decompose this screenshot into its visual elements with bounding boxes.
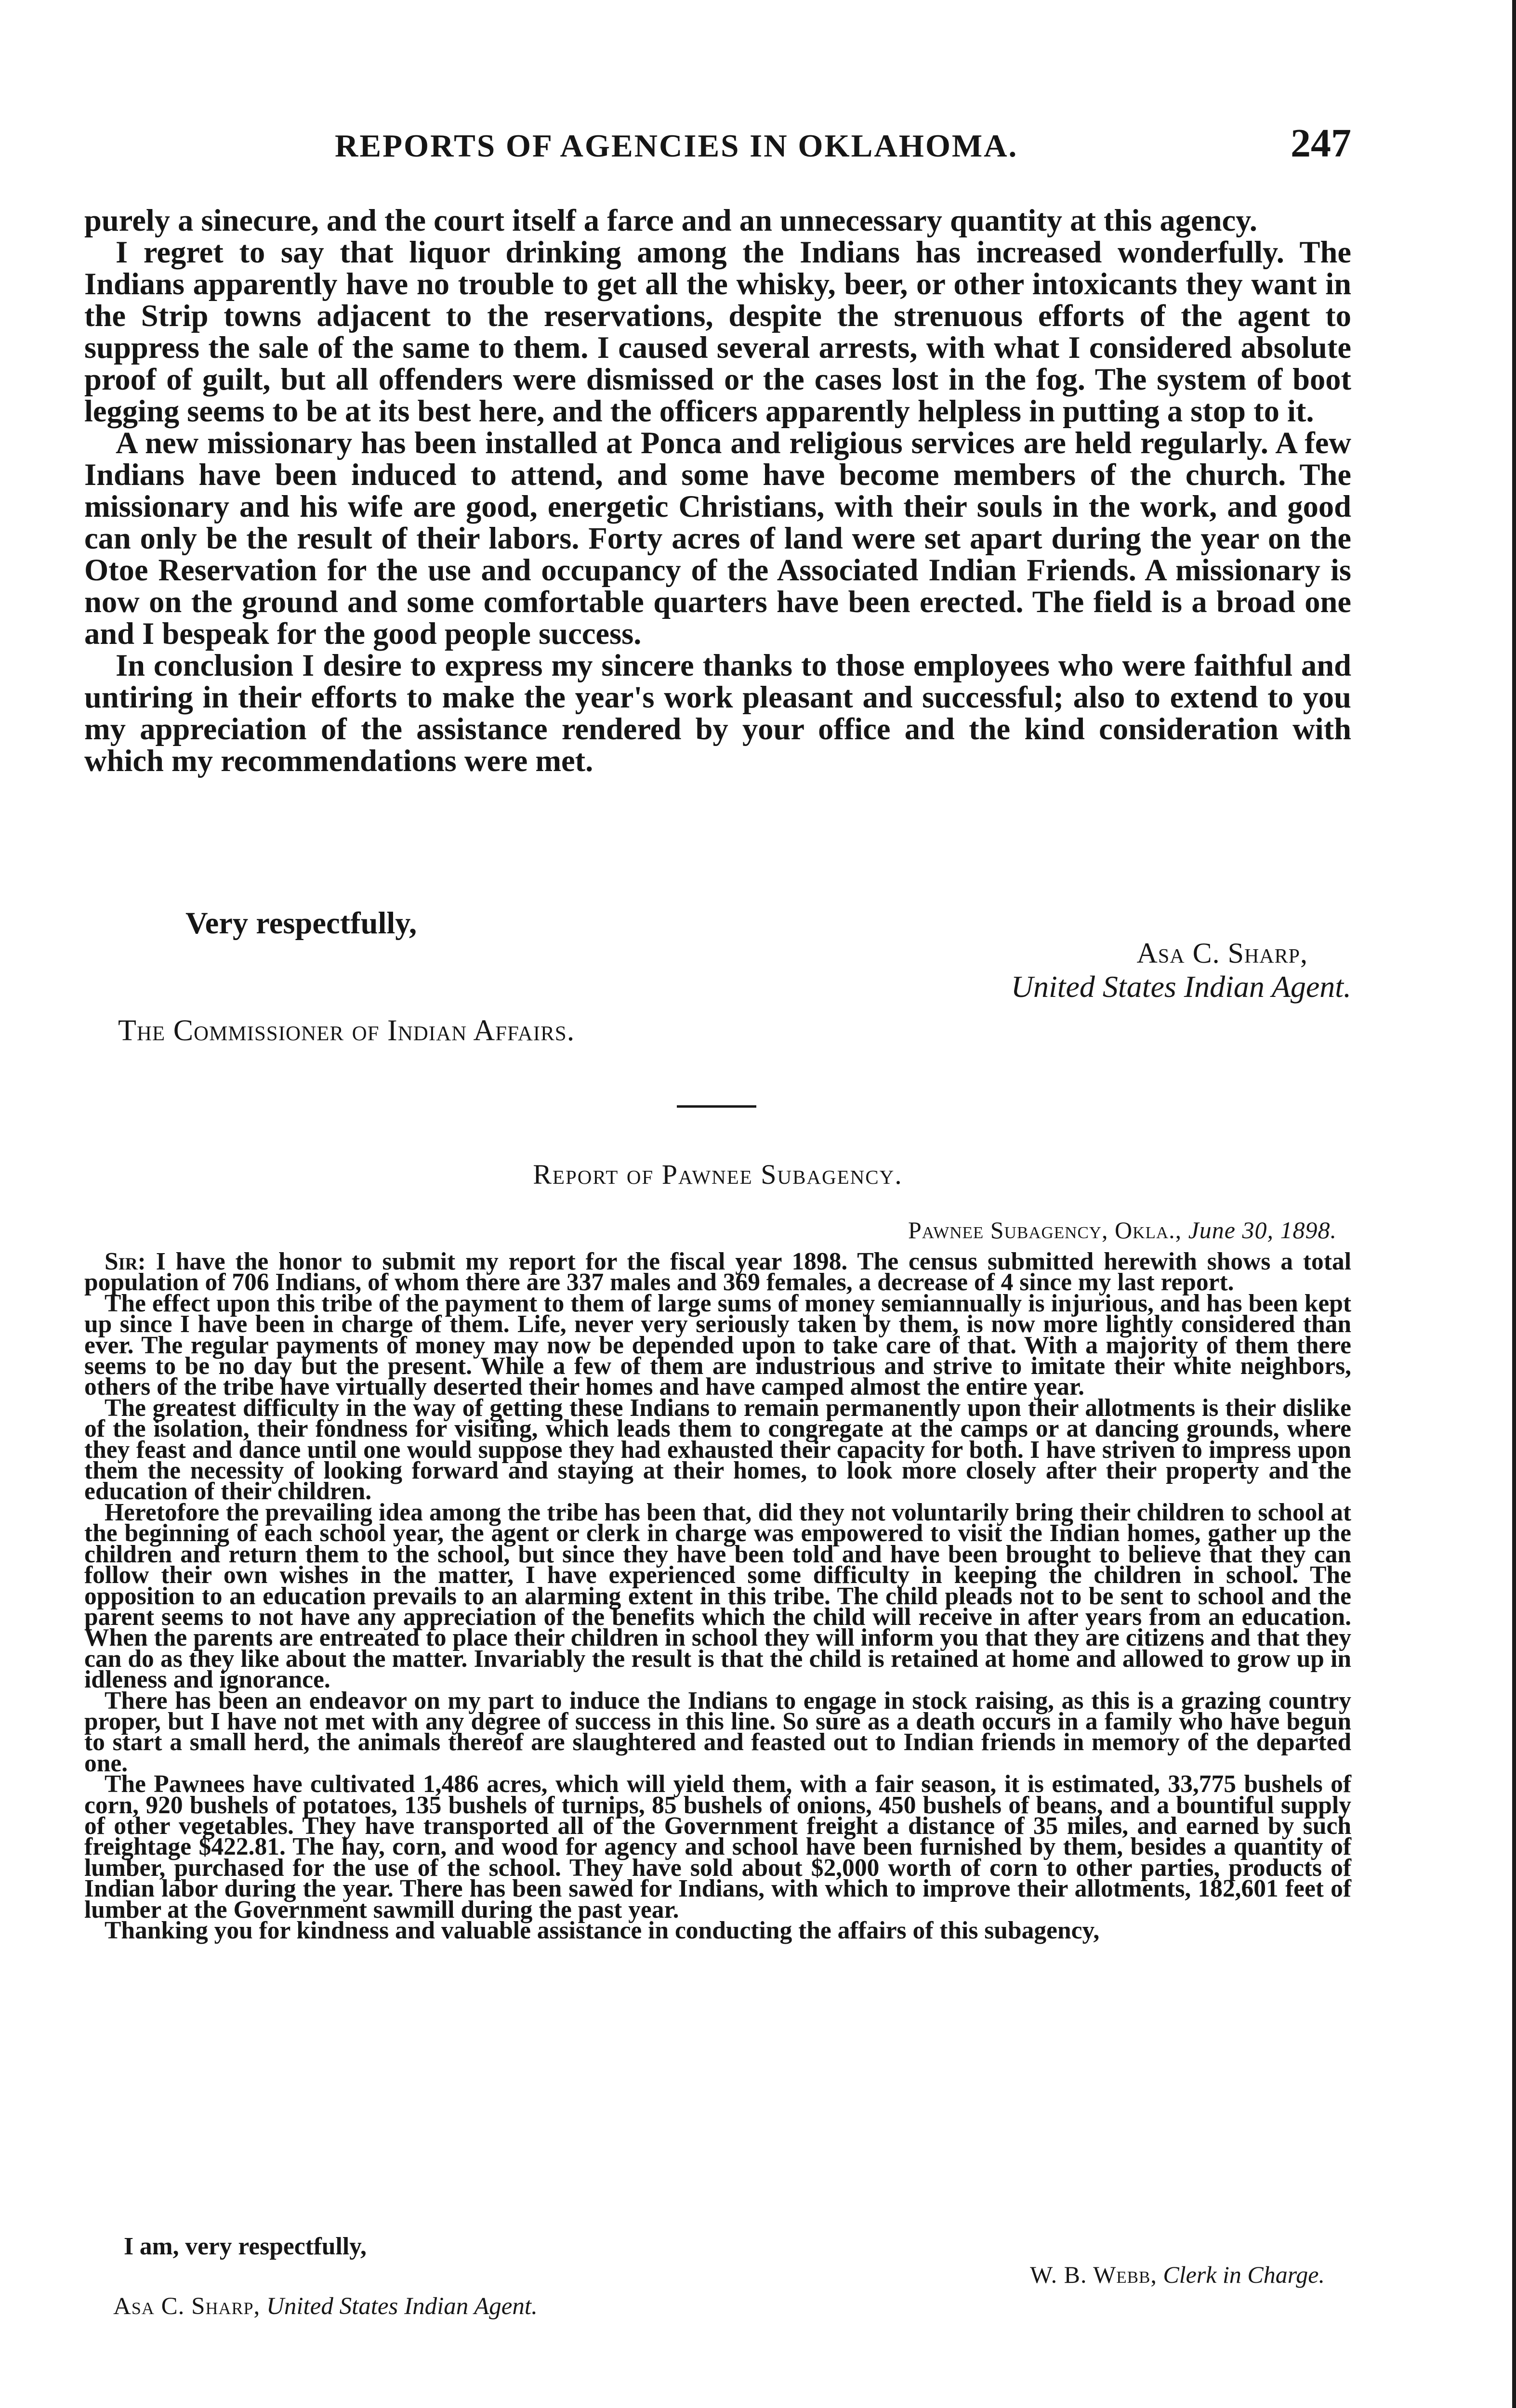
ponca-paragraph-3: A new missionary has been installed at Ponca and religious services are held regularly. A few Indians have been induced to attend, and some have become members of the church. The missionary and his wife are good, energetic Christians, with their souls in the work, and good can only be the result of their labors. Forty acres of land were set apart during the year on the Otoe Reservation for the use and occupancy of the Associated Indian Friends. A missionary is now on the ground and some comfortable quarters have been erected. The field is a broad one and I bespeak for the good people success. xyxy=(84,426,1351,651)
running-head xyxy=(84,123,1351,176)
ponca-signature-name: Asa C. Sharp, xyxy=(1136,937,1308,969)
pawnee-signature-title: Clerk in Charge. xyxy=(1163,2261,1325,2288)
ponca-paragraph-2: I regret to say that liquor drinking among the Indians has increased wonderfully. The Indians apparently have no trouble to get all the whisky, beer, or other intoxicants they want in the Strip towns adjacent to the reservations, despite the strenuous efforts of the agent to suppress the sale of the same to them. I caused several arrests, with what I considered absolute proof of guilt, but all offenders were dismissed or the cases lost in the fog. The system of boot legging seems to be at its best here, and the officers apparently helpless in putting a stop to it. xyxy=(84,235,1351,428)
pawnee-addressee xyxy=(113,2292,538,2320)
pawnee-paragraph-1 xyxy=(84,1248,1352,1296)
pawnee-addressee-title: United States Indian Agent. xyxy=(266,2293,538,2320)
pawnee-paragraph-5: There has been an endeavor on my part to induce the Indians to engage in stock raising, as this is a grazing country proper, but I have not met with any degree of success in this line. So sure as a death occurs in a family who have begun to start a small herd, the animals thereof are slaughtered and feasted out to Indian friends in memory of the departed one. xyxy=(84,1687,1351,1777)
pawnee-report-body xyxy=(84,1248,1352,1944)
dateline-date: June 30, 1898. xyxy=(1188,1217,1337,1243)
pawnee-report-heading: Report of Pawnee Subagency. xyxy=(533,1159,903,1190)
running-head-title: REPORTS OF AGENCIES IN OKLAHOMA. xyxy=(335,128,1018,164)
pawnee-paragraph-3: The greatest difficulty in the way of getting these Indians to remain permanently upon their allotments is their dislike of the isolation, their fondness for visiting, which leads them to congregate at the camps or at dancing grounds, where they feast and dance until one would suppose they had exhausted their capacity for both. I have striven to impress upon them the necessity of looking forward and staying at their homes, to look more closely after their property and the education of their children. xyxy=(84,1394,1351,1505)
pawnee-closing: I am, very respectfully, xyxy=(124,2233,367,2260)
dateline-place: Pawnee Subagency, Okla., xyxy=(908,1217,1182,1243)
page-edge-shadow xyxy=(1512,0,1516,2408)
pawnee-signature-name: W. B. Webb, xyxy=(1030,2261,1157,2288)
ponca-paragraph-1: purely a sinecure, and the court itself a farce and an unnecessary quantity at this agency. xyxy=(84,203,1257,237)
pawnee-paragraph-2: The effect upon this tribe of the payment to them of large sums of money semiannually is injurious, and has been kept up since I have been in charge of them. Life, never very seriously taken by them, is now more lightly considered than ever. The regular payments of money may now be depended upon to take care of that. With a majority of them there seems to be no day but the present. While a few of them are industrious and strive to imitate their white neighbors, others of the tribe have virtually deserted their homes and have camped almost the entire year. xyxy=(84,1289,1351,1401)
ponca-addressee: The Commissioner of Indian Affairs. xyxy=(118,1014,575,1047)
page-number: 247 xyxy=(1291,121,1351,166)
pawnee-paragraph-4: Heretofore the prevailing idea among the tribe has been that, did they not voluntarily bring their children to school at the beginning of each school year, the agent or clerk in charge was empowered to visit the Indian homes, gather up the children and return them to the school, but since they have been told and have been brought to believe that they can follow their own wishes in the matter, I have experienced some difficulty in keeping the children in school. The opposition to an education prevails to an alarming extent in this tribe. The child pleads not to be sent to school and the parent seems to not have any appreciation of the benefits which the child will receive in after years from an education. When the parents are entreated to place their children in school they will inform you that they are citizens and that they can do as they like about the matter. Invariably the result is that the child is retained at home and allowed to grow up in idleness and ignorance. xyxy=(84,1498,1351,1694)
pawnee-paragraph-7: Thanking you for kindness and valuable assistance in conducting the affairs of this subagency, xyxy=(105,1917,1100,1944)
document-page xyxy=(84,0,1351,2408)
ponca-report-body xyxy=(84,205,1351,777)
ponca-closing: Very respectfully, xyxy=(185,906,417,940)
ponca-signature-title: United States Indian Agent. xyxy=(1011,969,1351,1004)
salutation: Sir: xyxy=(105,1248,146,1275)
pawnee-signature xyxy=(1030,2261,1325,2289)
pawnee-paragraph-6: The Pawnees have cultivated 1,486 acres, which will yield them, with a fair season, it is estimated, 33,775 bushels of corn, 920 bushels of potatoes, 135 bushels of turnips, 85 bushels of onions, 450 bushels of beans, and a bountiful supply of other vegetables. They have transported all of the Government freight a distance of 35 miles, and earned by such freightage $422.81. The hay, corn, and wood for agency and school have been furnished by them, besides a quantity of lumber, purchased for the use of the school. They have sold about $2,000 worth of corn to other parties, products of Indian labor during the year. There has been sawed for Indians, with which to improve their allotments, 182,601 feet of lumber at the Government sawmill during the past year. xyxy=(84,1770,1351,1924)
section-divider xyxy=(677,1105,756,1108)
pawnee-dateline xyxy=(908,1216,1337,1244)
pawnee-addressee-name: Asa C. Sharp, xyxy=(113,2293,261,2320)
ponca-paragraph-4: In conclusion I desire to express my sincere thanks to those employees who were faithful and untiring in their efforts to make the year's work pleasant and successful; also to extend to you my appreciation of the assistance rendered by your office and the kind consideration with which my recommendations were met. xyxy=(84,648,1351,778)
pawnee-paragraph-1-text: I have the honor to submit my report for the fiscal year 1898. The census submitted herewith shows a total population of 706 Indians, of whom there are 337 males and 369 females, a decrease of 4 since my last report. xyxy=(84,1248,1352,1296)
